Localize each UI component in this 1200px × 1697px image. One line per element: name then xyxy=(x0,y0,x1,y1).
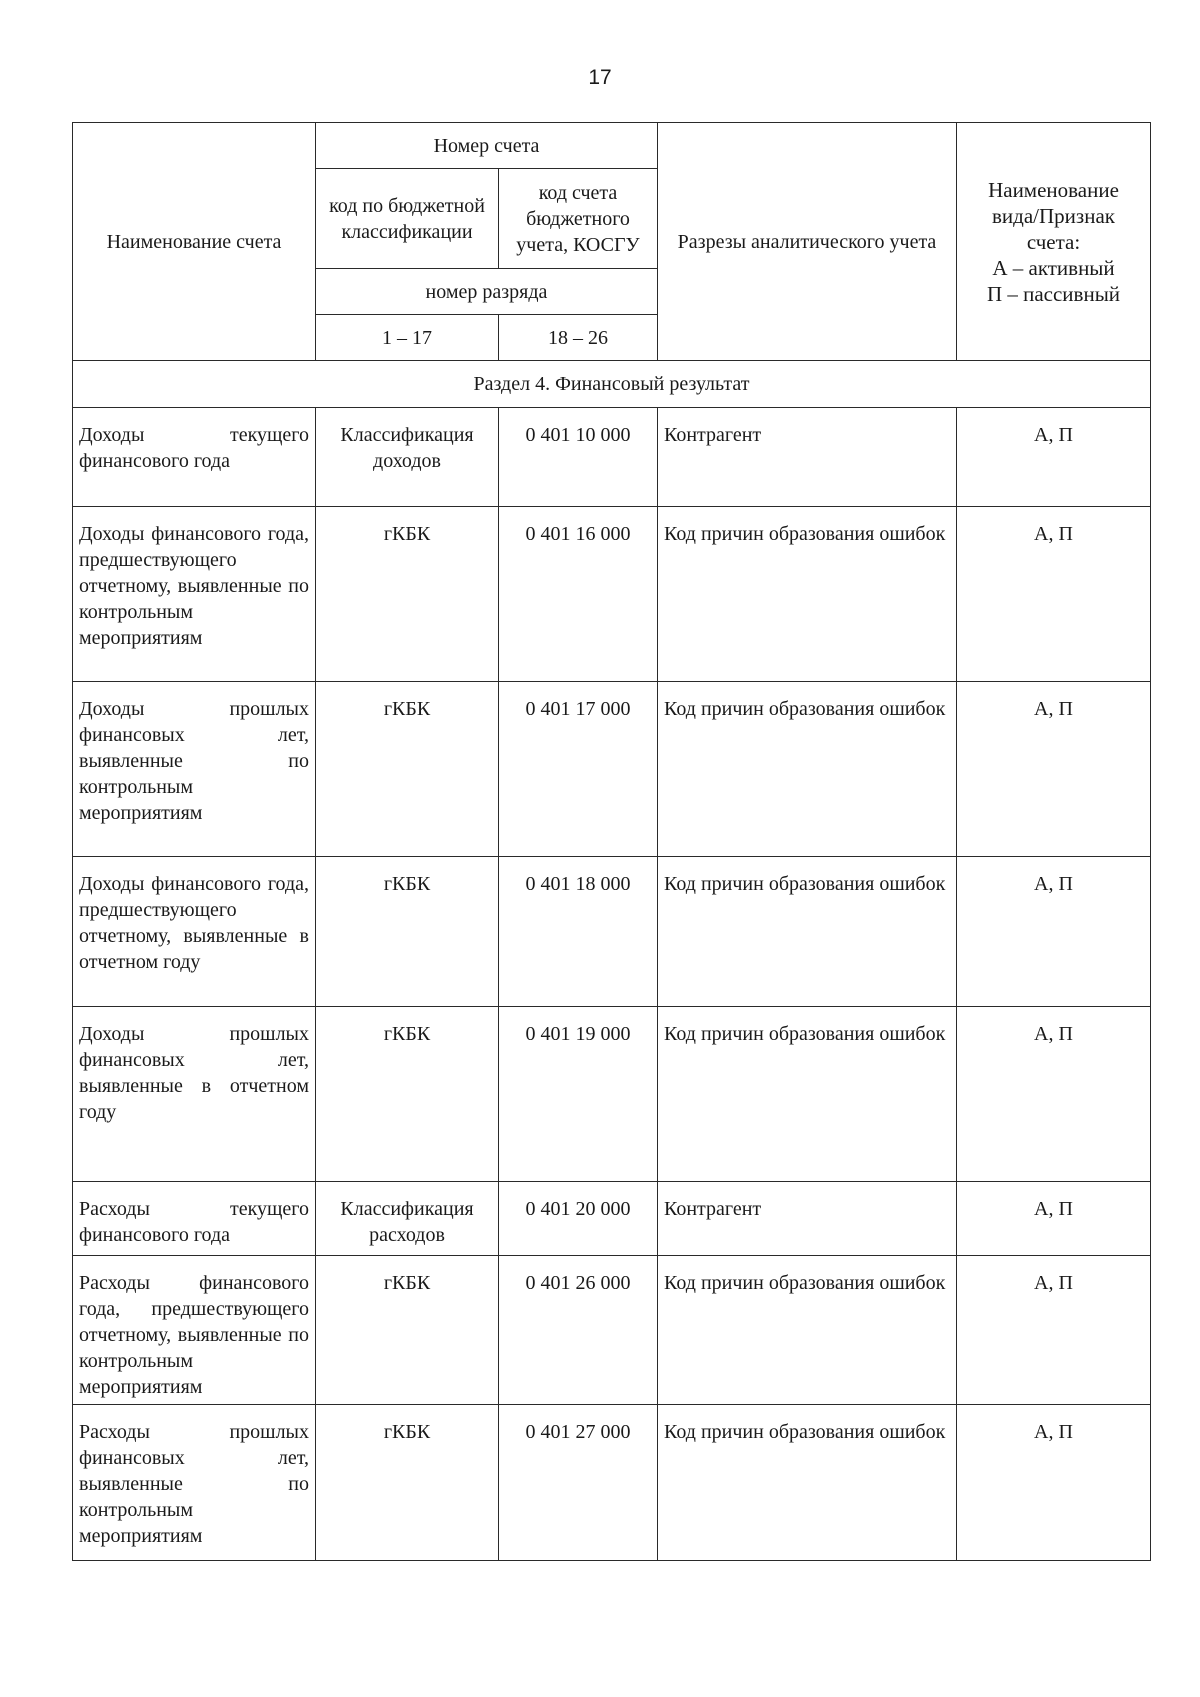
section-title: Раздел 4. Финансовый результат xyxy=(73,361,1151,408)
header-digit-number: номер разряда xyxy=(316,269,658,315)
header-digits-18-26: 18 – 26 xyxy=(499,315,658,361)
account-code: 0 401 18 000 xyxy=(499,857,658,1007)
header-account-number: Номер счета xyxy=(316,123,658,169)
account-sign: А, П xyxy=(957,1182,1151,1256)
header-analytics: Разрезы аналитического учета xyxy=(658,123,957,361)
account-name: Доходы прошлых финансовых лет, выявленные по контрольным мероприятиям xyxy=(73,682,316,857)
table-row xyxy=(73,507,1151,682)
header-type-label: Наименование вида/Признак счета: xyxy=(988,177,1119,254)
account-code: 0 401 16 000 xyxy=(499,507,658,682)
account-name: Расходы финансового года, предшествующего отчетному, выявленные по контрольным мероприятиям xyxy=(73,1256,316,1405)
table-row xyxy=(73,682,1151,857)
header-account-name: Наименование счета xyxy=(73,123,316,361)
account-sign: А, П xyxy=(957,857,1151,1007)
accounts-table xyxy=(72,122,1151,1561)
classification-code: гКБК xyxy=(316,857,499,1007)
account-sign: А, П xyxy=(957,1007,1151,1182)
analytics-cell: Контрагент xyxy=(658,1182,957,1256)
header-type-active: А – активный xyxy=(992,255,1115,280)
account-name: Доходы текущего финансового года xyxy=(73,408,316,507)
table-row xyxy=(73,1182,1151,1256)
account-code: 0 401 27 000 xyxy=(499,1405,658,1561)
account-sign: А, П xyxy=(957,507,1151,682)
classification-code: гКБК xyxy=(316,1256,499,1405)
analytics-cell: Код причин образования ошибок xyxy=(658,1007,957,1182)
account-sign: А, П xyxy=(957,682,1151,857)
classification-code: гКБК xyxy=(316,1007,499,1182)
account-code: 0 401 19 000 xyxy=(499,1007,658,1182)
table-row xyxy=(73,408,1151,507)
analytics-cell: Код причин образования ошибок xyxy=(658,1405,957,1561)
header-digits-1-17: 1 – 17 xyxy=(316,315,499,361)
account-name: Расходы текущего финансового года xyxy=(73,1182,316,1256)
analytics-cell: Код причин образования ошибок xyxy=(658,682,957,857)
account-code: 0 401 26 000 xyxy=(499,1256,658,1405)
account-code: 0 401 20 000 xyxy=(499,1182,658,1256)
classification-code: гКБК xyxy=(316,682,499,857)
classification-code: Классификация расходов xyxy=(316,1182,499,1256)
header-budget-account-code: код счета бюджетного учета, КОСГУ xyxy=(499,169,658,269)
analytics-cell: Код причин образования ошибок xyxy=(658,1256,957,1405)
analytics-cell: Код причин образования ошибок xyxy=(658,507,957,682)
table-row xyxy=(73,1405,1151,1561)
account-name: Доходы прошлых финансовых лет, выявленные в отчетном году xyxy=(73,1007,316,1182)
table-row xyxy=(73,1007,1151,1182)
account-sign: А, П xyxy=(957,1256,1151,1405)
analytics-cell: Контрагент xyxy=(658,408,957,507)
classification-code: гКБК xyxy=(316,507,499,682)
account-code: 0 401 17 000 xyxy=(499,682,658,857)
page-number: 17 xyxy=(588,66,612,89)
account-sign: А, П xyxy=(957,1405,1151,1561)
account-sign: А, П xyxy=(957,408,1151,507)
table-row xyxy=(73,1256,1151,1405)
account-name: Доходы финансового года, предшествующего отчетному, выявленные в отчетном году xyxy=(73,857,316,1007)
header-type-passive: П – пассивный xyxy=(986,281,1121,306)
header-account-type xyxy=(957,123,1151,361)
header-budget-class-code: код по бюджетной классификации xyxy=(316,169,499,269)
classification-code: Классификация доходов xyxy=(316,408,499,507)
classification-code: гКБК xyxy=(316,1405,499,1561)
account-code: 0 401 10 000 xyxy=(499,408,658,507)
analytics-cell: Код причин образования ошибок xyxy=(658,857,957,1007)
account-name: Доходы финансового года, предшествующего отчетному, выявленные по контрольным мероприятиям xyxy=(73,507,316,682)
table-row xyxy=(73,857,1151,1007)
account-name: Расходы прошлых финансовых лет, выявленные по контрольным мероприятиям xyxy=(73,1405,316,1561)
